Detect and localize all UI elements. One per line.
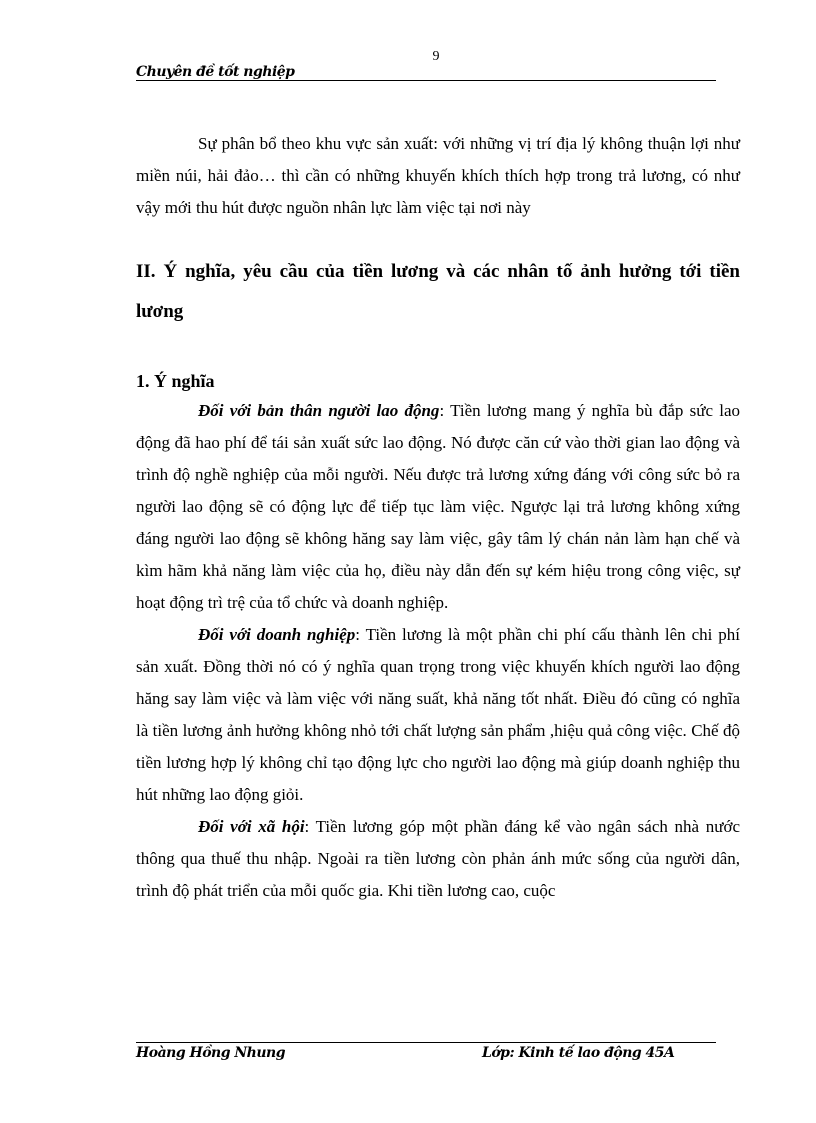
page-number: 9	[432, 49, 440, 64]
paragraph-society-text: : Tiền lương góp một phần đáng kể vào ngân sách nhà nước thông qua thuế thu nhập. Ngoài ra tiền lương còn phản ánh mức sống của người dân, trình độ phát triển của mỗi quốc gia. Khi tiền lương cao, cuộc	[136, 817, 740, 900]
paragraph-enterprise-lead: Đối với doanh nghiệp	[198, 625, 356, 644]
footer-rule	[136, 1042, 716, 1043]
header-title: Chuyên đề tốt nghiệp	[136, 64, 295, 80]
footer-author: Hoàng Hồng Nhung	[136, 1045, 286, 1061]
paragraph-enterprise	[136, 619, 740, 811]
subsection-heading: 1. Ý nghĩa	[136, 371, 215, 391]
header-rule	[136, 80, 716, 81]
section-heading: II. Ý nghĩa, yêu cầu của tiền lương và các nhân tố ảnh hưởng tới tiền lương	[136, 261, 740, 322]
paragraph-society	[136, 811, 740, 907]
document-body	[136, 128, 740, 907]
paragraph-worker	[136, 395, 740, 619]
paragraph-distribution: Sự phân bổ theo khu vực sản xuất: với những vị trí địa lý không thuận lợi như miền núi, hải đảo… thì cần có những khuyến khích thích hợp trong trả lương, có như vậy mới thu hút được nguồn nhân lực làm việc tại nơi này	[136, 134, 740, 217]
paragraph-worker-lead: Đối với bản thân người lao động	[198, 401, 440, 420]
footer-class: Lớp: Kinh tế lao động 45A	[482, 1045, 675, 1061]
paragraph-worker-text: : Tiền lương mang ý nghĩa bù đắp sức lao động đã hao phí để tái sản xuất sức lao động. Nó được căn cứ vào thời gian lao động và trình độ nghề nghiệp của mỗi người. Nếu được trả lương xứng đáng với công sức bỏ ra người lao động sẽ có động lực để tiếp tục làm việc. Ngược lại trả lương không xứng đáng người lao động sẽ không hăng say làm việc, gây tâm lý chán nản làm hạn chế và kìm hãm khả năng làm việc của họ, điều này dẫn đến sự kém hiệu trong công việc, sự hoạt động trì trệ của tổ chức và doanh nghiệp.	[136, 401, 740, 612]
paragraph-society-lead: Đối với xã hội	[198, 817, 305, 836]
paragraph-enterprise-text: : Tiền lương là một phần chi phí cấu thành lên chi phí sản xuất. Đồng thời nó có ý nghĩa quan trọng trong việc khuyến khích người lao động hăng say làm việc và làm việc với năng suất, khả năng tốt nhất. Điều đó cũng có nghĩa là tiền lương ảnh hưởng không nhỏ tới chất lượng sản phẩm ,hiệu quả công việc. Chế độ tiền lương hợp lý không chỉ tạo động lực cho người lao động mà giúp doanh nghiệp thu hút những lao động giỏi.	[136, 625, 740, 804]
